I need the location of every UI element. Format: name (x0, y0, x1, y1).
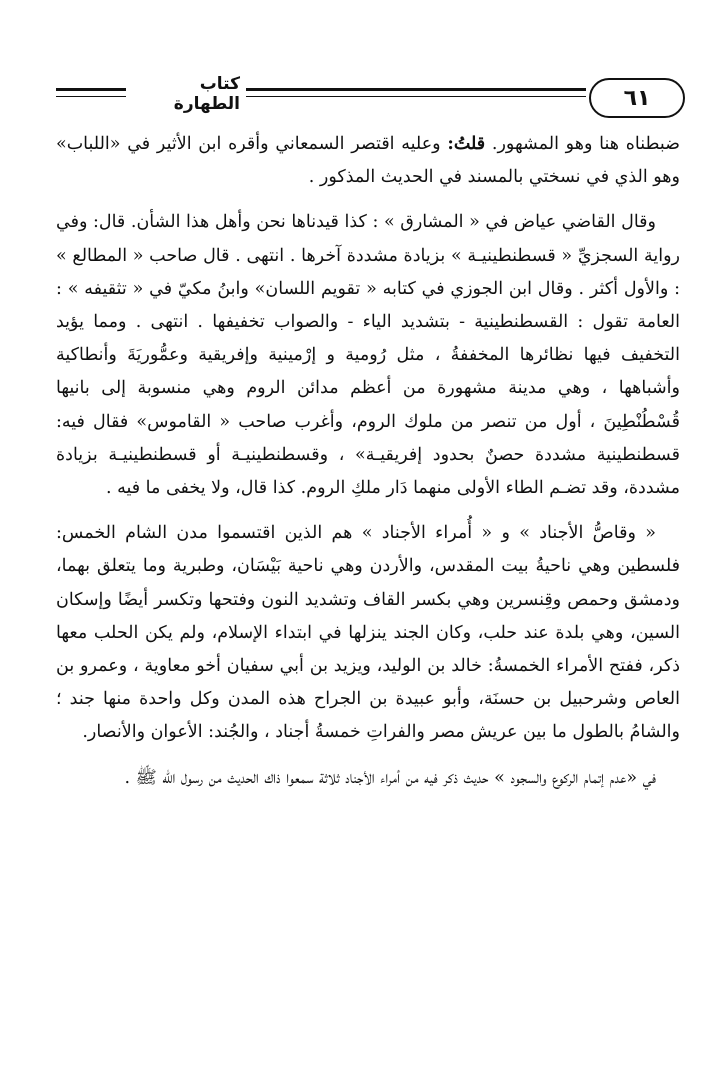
paragraph-4: في «عدم إتمام الركوع والسجود » حديث ذكر فيه من أمراء الأجناد ثلاثة سمعوا ذاك الحديث من رسول الله ﷺ . (124, 767, 656, 788)
page-header (56, 74, 680, 118)
header-rule-left (56, 88, 126, 97)
running-title: كتاب الطهارة (173, 74, 240, 114)
paragraph-3: « وقاصُّ الأجناد » و « أُمراء الأجناد » هم الذين اقتسموا مدن الشام الخمس: فلسطين وهي ناحيةُ بيت المقدس، والأردن وهي ناحية بَيْسَان، وطبرية وما يتعلق بهما، ودمشق وحمص وقِنسرين وهي بكسر القاف وتشديد النون وفتحها وتكسر أيضًا وإسكان السين، وهي بلدة عند حلب، وكان الجند ينزلها في ابتداء الإسلام، ولم يكن الحلب معها ذكر، ففتح الأمراء الخمسةُ: خالد بن الوليد، ويزيد بن أبي سفيان أخو معاوية ، وعمرو بن العاص وشرحبيل بن حسنَة، وأبو عبيدة بن الجراح هذه المدن وكل واحدة منها جند ؛ والشامُ بالطول ما بين عريش مصر والفراتِ خمسةُ أجناد ، والجُند: الأعوان والأنصار. (56, 523, 680, 743)
p1-text-b: وعليه اقتصر السمعاني وأقره ابن الأثير في «اللباب» وهو الذي في نسختي بالمسند في الحديث المذكور . (56, 134, 680, 188)
header-rule-middle (246, 88, 586, 97)
paragraph-1 (56, 128, 680, 194)
page-number: ٦١ (589, 78, 685, 118)
paragraph-2: وقال القاضي عياض في « المشارق » : كذا قيدناها نحن وأهل هذا الشأن. قال: وفي رواية السجزيِّ « قسطنطينيـة » بزيادة مشددة آخرها . انتهى . قال صاحب « المطالع » : والأول أكثر . وقال ابن الجوزي في كتابه « تقويم اللسان» وابنُ مكيّ في « تثقيفه » : العامة تقول : القسطنطينية - بتشديد الياء - والصواب تخفيفها . انتهى . ومما يؤيد التخفيف فيها نظائرها المخففةُ ، مثل رُومية و إرْمينية وإفريقية وعمُّوريَةَ وأنطاكية وأشباهها ، وهي مدينة مشهورة من أعظم مدائن الروم وهي منسوبة إلى بانيها قُسْطُنْطِينَ ، أول من تنصر من ملوك الروم، وأغرب صاحب « القاموس» فقال فيه: قسطنطينية مشددة حصنٌ بحدود إفريقيـة» ، وقسطنطينيـة أو قسطنطينيـة بزيادة مشددة، وقد تضـم الطاء الأولى منهما دَار ملكِ الروم. كذا قال، ولا يخفى ما فيه . (56, 212, 680, 499)
qultu-label: قلتُ: (447, 134, 486, 154)
body-text (56, 128, 680, 807)
p1-text-a: ضبطناه هنا وهو المشهور. (485, 134, 680, 154)
